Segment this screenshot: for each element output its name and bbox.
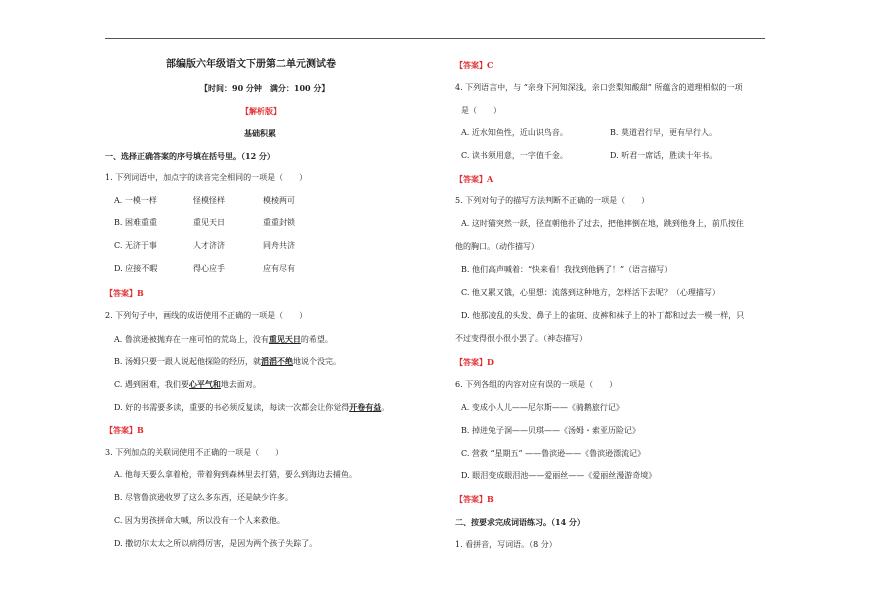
q1-option-b-2: 重见天日 — [193, 218, 225, 227]
q2-stem: 2. 下列句子中，画线的成语使用不正确的一项是（ ） — [105, 311, 308, 320]
q1-option-a-3: 模棱两可 — [263, 196, 295, 205]
q6-option-d: D. 眼泪变成眼泪池——爱丽丝——《爱丽丝漫游奇境》 — [461, 471, 657, 480]
q1-option-a-1: A. 一模一样 — [114, 196, 157, 205]
q2-option-a: A. 鲁滨逊被抛弃在一座可怕的荒岛上，没有重见天日的希望。 — [114, 334, 333, 344]
q1-option-b-1: B. 困难重重 — [114, 218, 157, 227]
q4-stem: 4. 下列语言中，与 “亲身下河知深浅，亲口尝梨知酸甜” 所蕴含的道理相似的一项 — [455, 83, 743, 92]
q6-stem: 6. 下列各组的内容对应有误的一项是（ ） — [455, 380, 618, 389]
q4-option-a: A. 近水知鱼性，近山识鸟音。 — [461, 128, 568, 137]
q5-option-c: C. 他又累又饿，心里想：流落到这种地方，怎样活下去呢？（心理描写） — [461, 288, 720, 297]
q2-option-c: C. 遇到困难，我们要心平气和地去面对。 — [114, 379, 261, 389]
q5-option-d: D. 他那凌乱的头发、鼻子上的雀斑、皮裤和袜子上的补丁都和过去一模一样，只 — [461, 311, 745, 320]
q3-stem: 3. 下列加点的关联词使用不正确的一项是（ ） — [105, 448, 284, 457]
q5-stem: 5. 下列对句子的描写方法判断不正确的一项是（ ） — [455, 196, 650, 205]
q2-a-idiom: 重见天日 — [268, 334, 301, 344]
q4-answer: 【答案】A — [455, 174, 494, 184]
q5-option-b: B. 他们高声喊着：“快来看！我找到他俩了！”（语言描写） — [461, 265, 673, 274]
q5-option-a: A. 这时猫突然一跃，径直朝他扑了过去，把他摔倒在地，跳到他身上，前爪按住 — [461, 219, 744, 228]
part2-q1: 1. 看拼音，写词语。（8 分） — [455, 540, 557, 549]
top-rule — [105, 38, 765, 39]
doc-title: 部编版六年级语文下册第二单元测试卷 — [166, 59, 336, 70]
q1-option-a-2: 怪模怪样 — [193, 196, 225, 205]
q1-option-c-2: 人才济济 — [193, 241, 225, 250]
q2-d-idiom: 开卷有益 — [349, 402, 382, 412]
q3-option-b: B. 尽管鲁滨逊收罗了这么多东西，还是缺少许多。 — [114, 493, 293, 502]
q3-answer: 【答案】C — [455, 60, 494, 70]
q2-b-idiom: 滔滔不绝 — [260, 356, 293, 366]
q2-option-d: D. 好的书需要多读，重要的书必须反复读，每读一次都会让你觉得开卷有益。 — [114, 402, 390, 412]
q4-option-d: D. 听君一席话，胜读十年书。 — [610, 151, 718, 160]
section-basic: 基础积累 — [244, 128, 276, 138]
q6-answer: 【答案】B — [455, 494, 494, 504]
q2-option-b: B. 汤姆只要一跟人说起他探险的经历，就滔滔不绝地说个没完。 — [114, 356, 341, 366]
q3-option-d: D. 撒切尔太太之所以病得厉害，是因为两个孩子失踪了。 — [114, 539, 318, 548]
q5-answer: 【答案】D — [455, 357, 494, 367]
q1-option-c-1: C. 无济于事 — [114, 241, 157, 250]
q4-option-c: C. 读书须用意，一字值千金。 — [461, 151, 568, 160]
edition-label: 【解析版】 — [241, 106, 281, 116]
q1-option-d-3: 应有尽有 — [263, 264, 295, 273]
part1-heading: 一、选择正确答案的序号填在括号里。（12 分） — [105, 151, 275, 161]
q6-option-b: B. 掉进兔子洞——贝琪——《汤姆・索亚历险记》 — [461, 426, 640, 435]
q3-option-a: A. 他每天要么拿着枪，带着狗到森林里去打猎，要么到海边去捕鱼。 — [114, 470, 357, 479]
q6-option-c: C. 营救 “星期五” ——鲁滨逊——《鲁滨逊漂流记》 — [461, 449, 646, 458]
exam-meta: 【时间：90 分钟 满分：100 分】 — [200, 83, 330, 93]
q1-stem: 1. 下列词语中，加点字的读音完全相同的一项是（ ） — [105, 173, 308, 182]
q1-option-d-2: 得心应手 — [193, 264, 225, 273]
q2-answer: 【答案】B — [105, 425, 144, 435]
q2-c-idiom: 心平气和 — [188, 379, 221, 389]
q1-option-c-3: 同舟共济 — [263, 241, 295, 250]
part2-heading: 二、按要求完成词语练习。（14 分） — [455, 517, 585, 527]
q3-option-c: C. 因为男孩拼命大喊，所以没有一个人来救他。 — [114, 516, 285, 525]
q4-stem-cont: 是（ ） — [461, 106, 501, 115]
q1-option-d-1: D. 应接不暇 — [114, 264, 158, 273]
q5-option-a-cont: 他的胸口。（动作描写） — [455, 242, 539, 251]
q1-answer: 【答案】B — [105, 288, 144, 298]
q6-option-a: A. 变成小人儿——尼尔斯——《骑鹅旅行记》 — [461, 403, 624, 412]
q5-option-d-cont: 不过变得很小很小罢了。（神态描写） — [455, 334, 587, 343]
q1-option-b-3: 重重封锁 — [263, 218, 295, 227]
q4-option-b: B. 莫道君行早，更有早行人。 — [610, 128, 717, 137]
